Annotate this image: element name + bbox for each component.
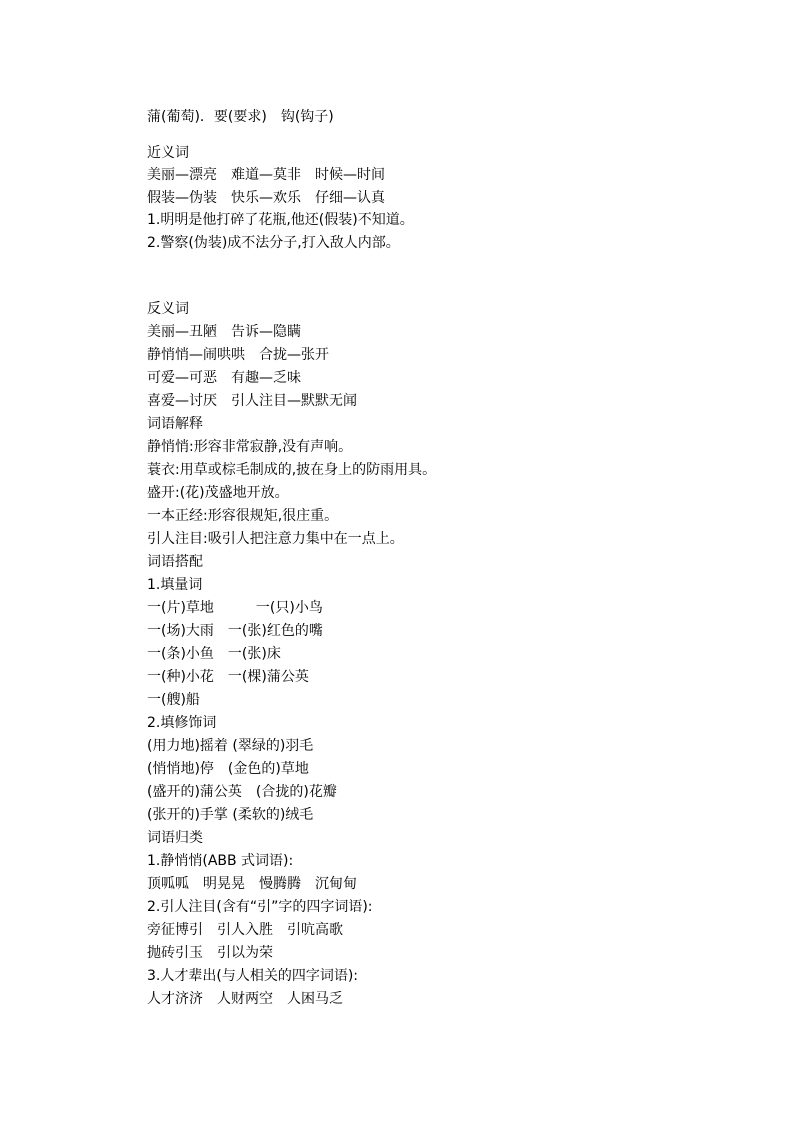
text-line: 美丽—丑陋 告诉—隐瞒 — [147, 324, 301, 340]
text-line: 3.人才辈出(与人相关的四字词语): — [147, 968, 358, 984]
text-line: 2.警察(伪装)成不法分子,打入敌人内部。 — [147, 235, 400, 251]
text-line: 2.引人注目(含有“引”字的四字词语): — [147, 899, 373, 915]
text-line-homophones: 蒲(葡萄)．要(要求) 钩(钩子) — [147, 109, 334, 125]
text-line: 蓑衣:用草或棕毛制成的,披在身上的防雨用具。 — [147, 462, 437, 478]
text-line: (用力地)摇着 (翠绿的)羽毛 — [147, 738, 314, 754]
text-line: 一本正经:形容很规矩,很庄重。 — [147, 508, 339, 524]
text-line: 静悄悄:形容非常寂静,没有声响。 — [147, 439, 353, 455]
section-heading-antonyms: 反义词 — [147, 301, 189, 317]
text-line: 1.明明是他打碎了花瓶,他还(假装)不知道。 — [147, 212, 414, 228]
text-line: 一(种)小花 一(棵)蒲公英 — [147, 669, 309, 685]
text-line: 一(条)小鱼 一(张)床 — [147, 646, 281, 662]
text-line: (盛开的)蒲公英 (合拢的)花瓣 — [147, 784, 337, 800]
section-heading-collocations: 词语搭配 — [147, 554, 203, 570]
text-line: 美丽—漂亮 难道—莫非 时候—时间 — [147, 167, 385, 183]
text-line: 人才济济 人财两空 人困马乏 — [147, 991, 343, 1007]
text-line: 一(片)草地 一(只)小鸟 — [147, 600, 323, 616]
text-line: 1.填量词 — [147, 577, 203, 593]
text-line: 假装—伪装 快乐—欢乐 仔细—认真 — [147, 190, 385, 206]
text-line: 静悄悄—闹哄哄 合拢—张开 — [147, 347, 329, 363]
text-line: 顶呱呱 明晃晃 慢腾腾 沉甸甸 — [147, 876, 357, 892]
section-heading-synonyms: 近义词 — [147, 145, 189, 161]
text-line: 盛开:(花)茂盛地开放。 — [147, 485, 289, 501]
text-line: 喜爱—讨厌 引人注目—默默无闻 — [147, 393, 357, 409]
text-line: 1.静悄悄(ABB 式词语): — [147, 853, 294, 869]
text-line: 引人注目:吸引人把注意力集中在一点上。 — [147, 531, 404, 547]
text-line: 一(场)大雨 一(张)红色的嘴 — [147, 623, 323, 639]
text-line: 可爱—可恶 有趣—乏味 — [147, 370, 301, 386]
text-line: 旁征博引 引人入胜 引吭高歌 — [147, 922, 343, 938]
section-heading-classification: 词语归类 — [147, 830, 203, 846]
text-line: 2.填修饰词 — [147, 715, 217, 731]
text-line: (悄悄地)停 (金色的)草地 — [147, 761, 309, 777]
section-heading-explanations: 词语解释 — [147, 416, 203, 432]
text-line: 抛砖引玉 引以为荣 — [147, 945, 273, 961]
text-line: (张开的)手掌 (柔软的)绒毛 — [147, 807, 314, 823]
text-line: 一(艘)船 — [147, 692, 200, 708]
